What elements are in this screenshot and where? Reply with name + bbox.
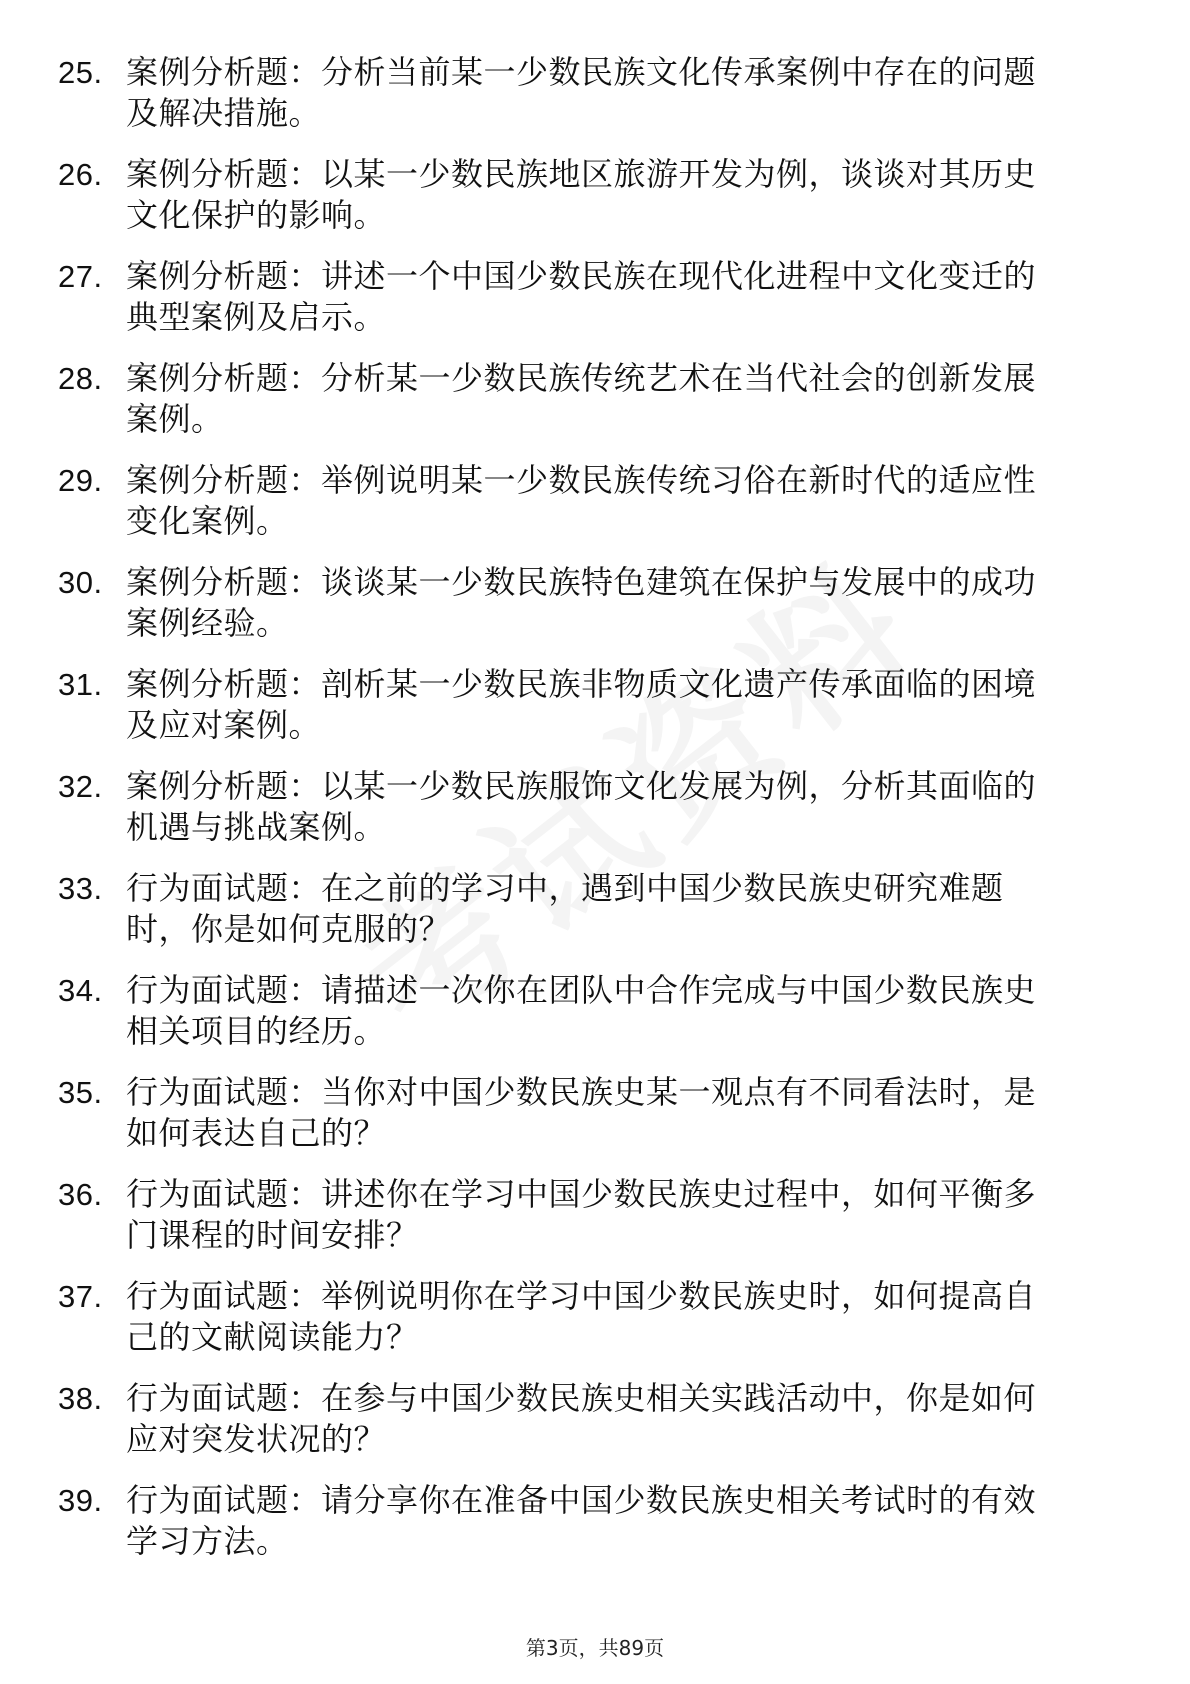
question-text	[126, 358, 1126, 440]
question-item	[58, 1072, 1128, 1174]
question-text	[126, 1174, 1126, 1256]
question-item	[58, 664, 1128, 766]
question-line: 应对突发状况的？	[126, 1420, 387, 1458]
question-text	[126, 868, 1126, 950]
question-item	[58, 154, 1128, 256]
question-line: 行为面试题：请描述一次你在团队中合作完成与中国少数民族史	[126, 971, 1037, 1009]
question-line: 案例分析题：以某一少数民族服饰文化发展为例，分析其面临的	[126, 767, 1037, 805]
question-line: 如何表达自己的？	[126, 1114, 387, 1152]
question-item	[58, 1378, 1128, 1480]
question-line: 案例经验。	[126, 604, 289, 642]
question-number: 32.	[58, 769, 103, 804]
question-line: 相关项目的经历。	[126, 1012, 387, 1050]
question-line: 案例分析题：举例说明某一少数民族传统习俗在新时代的适应性	[126, 461, 1037, 499]
question-item	[58, 868, 1128, 970]
question-item	[58, 562, 1128, 664]
question-line: 案例分析题：分析当前某一少数民族文化传承案例中存在的问题	[126, 53, 1037, 91]
question-line: 行为面试题：请分享你在准备中国少数民族史相关考试时的有效	[126, 1481, 1037, 1519]
question-number: 29.	[58, 463, 103, 498]
question-line: 典型案例及启示。	[126, 298, 387, 336]
question-number: 35.	[58, 1075, 103, 1110]
question-line: 时，你是如何克服的？	[126, 910, 452, 948]
question-text	[126, 154, 1126, 236]
question-line: 及解决措施。	[126, 94, 322, 132]
question-line: 行为面试题：讲述你在学习中国少数民族史过程中，如何平衡多	[126, 1175, 1037, 1213]
question-text	[126, 1276, 1126, 1358]
question-line: 文化保护的影响。	[126, 196, 387, 234]
question-number: 34.	[58, 973, 103, 1008]
question-number: 28.	[58, 361, 103, 396]
question-line: 案例分析题：讲述一个中国少数民族在现代化进程中文化变迁的	[126, 257, 1037, 295]
question-text	[126, 52, 1126, 134]
page-number-label: 第3页，共89页	[525, 1636, 665, 1660]
question-line: 案例分析题：谈谈某一少数民族特色建筑在保护与发展中的成功	[126, 563, 1037, 601]
question-line: 机遇与挑战案例。	[126, 808, 387, 846]
question-item	[58, 1276, 1128, 1378]
question-line: 学习方法。	[126, 1522, 289, 1560]
question-line: 己的文献阅读能力？	[126, 1318, 419, 1356]
question-line: 案例分析题：分析某一少数民族传统艺术在当代社会的创新发展	[126, 359, 1037, 397]
question-line: 案例分析题：以某一少数民族地区旅游开发为例，谈谈对其历史	[126, 155, 1037, 193]
question-line: 行为面试题：举例说明你在学习中国少数民族史时，如何提高自	[126, 1277, 1037, 1315]
question-number: 36.	[58, 1177, 103, 1212]
question-line: 行为面试题：在之前的学习中，遇到中国少数民族史研究难题	[126, 869, 1004, 907]
question-item	[58, 1174, 1128, 1276]
question-item	[58, 52, 1128, 154]
question-text	[126, 766, 1126, 848]
question-line: 行为面试题：在参与中国少数民族史相关实践活动中，你是如何	[126, 1379, 1037, 1417]
question-text	[126, 1072, 1126, 1154]
question-number: 37.	[58, 1279, 103, 1314]
question-text	[126, 256, 1126, 338]
question-text	[126, 970, 1126, 1052]
page-footer	[0, 1632, 1190, 1661]
question-text	[126, 1480, 1126, 1562]
question-line: 案例。	[126, 400, 224, 438]
question-text	[126, 562, 1126, 644]
question-item	[58, 358, 1128, 460]
question-list	[58, 52, 1128, 1582]
question-text	[126, 460, 1126, 542]
question-number: 33.	[58, 871, 103, 906]
question-item	[58, 1480, 1128, 1582]
question-line: 案例分析题：剖析某一少数民族非物质文化遗产传承面临的困境	[126, 665, 1037, 703]
question-number: 26.	[58, 157, 103, 192]
question-number: 38.	[58, 1381, 103, 1416]
question-number: 31.	[58, 667, 103, 702]
question-item	[58, 970, 1128, 1072]
question-line: 门课程的时间安排？	[126, 1216, 419, 1254]
question-number: 27.	[58, 259, 103, 294]
question-item	[58, 460, 1128, 562]
question-number: 39.	[58, 1483, 103, 1518]
question-number: 25.	[58, 55, 103, 90]
question-line: 及应对案例。	[126, 706, 322, 744]
question-text	[126, 664, 1126, 746]
question-line: 行为面试题：当你对中国少数民族史某一观点有不同看法时，是	[126, 1073, 1037, 1111]
question-item	[58, 256, 1128, 358]
question-text	[126, 1378, 1126, 1460]
question-line: 变化案例。	[126, 502, 289, 540]
question-number: 30.	[58, 565, 103, 600]
question-item	[58, 766, 1128, 868]
